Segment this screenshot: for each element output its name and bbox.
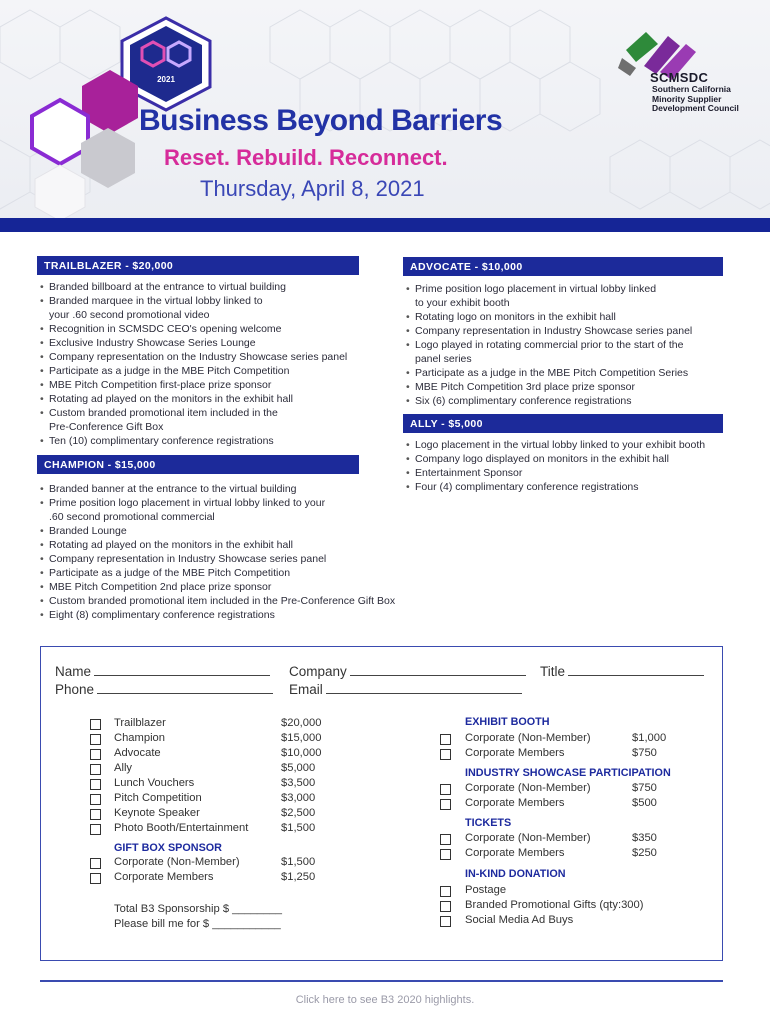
benefit-item: • Four (4) complimentary conference registrations [406,480,746,494]
title-label: Title [540,664,566,679]
industry-showcase-heading: INDUSTRY SHOWCASE PARTICIPATION [465,767,671,779]
benefit-item: • Recognition in SCMSDC CEO's opening welcome [40,322,380,336]
option-label: Ally [114,762,133,774]
header-divider [0,218,770,232]
option-label: Keynote Speaker [114,807,200,819]
option-label: Corporate (Non-Member) [465,732,591,744]
option-label: Trailblazer [114,717,166,729]
org-name-line: Minority Supplier [652,93,722,104]
option-label: Photo Booth/Entertainment [114,822,249,834]
option-checkbox[interactable] [90,873,101,884]
option-price: $350 [632,832,657,844]
name-label: Name [55,664,92,679]
trailblazer-heading: TRAILBLAZER - $20,000 [37,256,359,275]
bottom-divider [40,980,723,982]
benefit-item: • Logo played in rotating commercial prior to the start of the panel series [406,338,736,366]
org-abbreviation: SCMSDC [650,70,709,85]
email-label: Email [289,682,323,697]
option-price: $1,250 [281,871,316,883]
option-price: $15,000 [281,732,322,744]
option-price: $5,000 [281,762,316,774]
option-row[interactable] [90,822,350,837]
total-sponsorship-field[interactable]: Total B3 Sponsorship $ ________ [114,903,282,915]
benefit-item: • MBE Pitch Competition 3rd place prize sponsor [406,380,736,394]
option-label: Champion [114,732,165,744]
champion-benefits [40,482,440,622]
option-checkbox[interactable] [90,749,101,760]
company-label: Company [289,664,347,679]
benefit-item: • Prime position logo placement in virtual lobby linked to your exhibit booth [406,282,736,310]
exhibit-booth-heading: EXHIBIT BOOTH [465,716,550,728]
option-row[interactable] [90,856,350,871]
option-label: Corporate Members [114,871,214,883]
option-label: Social Media Ad Buys [465,914,574,926]
benefit-item: • Rotating logo on monitors in the exhibit hall [406,310,736,324]
option-label: Advocate [114,747,161,759]
benefit-item: • Ten (10) complimentary conference registrations [40,434,380,448]
option-label: Corporate Members [465,797,565,809]
gift-box-options [90,856,350,886]
benefit-item: • Branded billboard at the entrance to virtual building [40,280,380,294]
benefit-item: • Participate as a judge of the MBE Pitch Competition [40,566,440,580]
champion-heading: CHAMPION - $15,000 [37,455,359,474]
benefit-item: • Participate as a judge in the MBE Pitch Competition [40,364,380,378]
event-date: Thursday, April 8, 2021 [200,176,425,201]
option-checkbox[interactable] [440,916,451,927]
tickets-heading: TICKETS [465,817,512,829]
gift-box-heading: GIFT BOX SPONSOR [114,842,222,854]
option-label: Branded Promotional Gifts (qty:300) [465,899,644,911]
event-title: Business Beyond Barriers [139,104,503,137]
company-field[interactable] [289,664,526,679]
option-price: $20,000 [281,717,322,729]
benefit-item: • Branded marquee in the virtual lobby linked to your .60 second promotional video [40,294,380,322]
email-field[interactable] [289,682,522,697]
exhibit-booth-options [440,732,700,762]
option-row[interactable] [440,732,700,747]
option-price: $750 [632,747,657,759]
benefit-item: • Custom branded promotional item included in the Pre-Conference Gift Box [40,594,440,608]
option-checkbox[interactable] [440,849,451,860]
name-field[interactable] [55,664,270,679]
benefit-item: • Company representation in Industry Showcase series panel [40,552,440,566]
tickets-options [440,832,700,862]
benefit-item: • Company logo displayed on monitors in the exhibit hall [406,452,746,466]
option-checkbox[interactable] [440,886,451,897]
option-label: Corporate (Non-Member) [114,856,240,868]
option-price: $2,500 [281,807,316,819]
advocate-heading: ADVOCATE - $10,000 [403,257,723,276]
benefit-item: • Entertainment Sponsor [406,466,746,480]
option-label: Corporate Members [465,847,565,859]
option-row[interactable] [90,792,350,807]
option-row[interactable] [90,732,350,747]
option-row[interactable] [440,914,700,929]
benefit-item: • Six (6) complimentary conference registrations [406,394,736,408]
option-label: Lunch Vouchers [114,777,195,789]
benefit-item: • Branded Lounge [40,524,440,538]
option-row[interactable] [90,777,350,792]
option-price: $250 [632,847,657,859]
option-checkbox[interactable] [90,858,101,869]
option-row[interactable] [440,847,700,862]
option-price: $3,500 [281,777,316,789]
bill-me-field[interactable]: Please bill me for $ ___________ [114,918,281,930]
event-tagline: Reset. Rebuild. Reconnect. [164,145,448,170]
option-row[interactable] [440,747,700,762]
option-checkbox[interactable] [90,824,101,835]
benefit-item: • Eight (8) complimentary conference registrations [40,608,440,622]
option-row[interactable] [90,717,350,732]
option-checkbox[interactable] [440,799,451,810]
option-checkbox[interactable] [440,834,451,845]
option-row[interactable] [440,884,700,899]
option-price: $750 [632,782,657,794]
option-row[interactable] [440,782,700,797]
highlights-link[interactable]: Click here to see B3 2020 highlights. [295,994,475,1006]
benefit-item: • Company representation in Industry Showcase series panel [406,324,736,338]
advocate-benefits [406,282,736,408]
benefit-item: • Exclusive Industry Showcase Series Lounge [40,336,380,350]
benefit-item: • Participate as a judge in the MBE Pitch Competition Series [406,366,736,380]
option-row[interactable] [440,899,700,914]
option-checkbox[interactable] [90,734,101,745]
phone-label: Phone [55,682,95,697]
benefit-item: • Branded banner at the entrance to the virtual building [40,482,440,496]
option-checkbox[interactable] [440,901,451,912]
option-label: Pitch Competition [114,792,202,804]
org-name-line: Southern California [652,84,731,94]
badge-year: 2021 [157,75,175,84]
option-label: Postage [465,884,507,896]
header-banner [0,0,770,228]
option-price: $1,000 [632,732,667,744]
option-checkbox[interactable] [440,734,451,745]
option-checkbox[interactable] [90,809,101,820]
option-price: $3,000 [281,792,316,804]
option-checkbox[interactable] [440,784,451,795]
ally-heading: ALLY - $5,000 [403,414,723,433]
option-price: $500 [632,797,657,809]
in-kind-heading: IN-KIND DONATION [465,868,566,880]
ally-benefits [406,438,746,494]
option-row[interactable] [440,797,700,812]
option-price: $1,500 [281,822,316,834]
option-checkbox[interactable] [90,779,101,790]
benefit-item: • Custom branded promotional item included in the Pre-Conference Gift Box [40,406,380,434]
trailblazer-benefits [40,280,380,448]
org-full-name [652,85,762,114]
sponsorship-options [90,717,350,837]
benefit-item: • Prime position logo placement in virtual lobby linked to your .60 second promotional commercial [40,496,440,524]
option-row[interactable] [440,832,700,847]
benefit-item: • Logo placement in the virtual lobby linked to your exhibit booth [406,438,746,452]
option-row[interactable] [90,762,350,777]
title-field[interactable] [540,664,704,679]
option-label: Corporate Members [465,747,565,759]
option-price: $10,000 [281,747,322,759]
option-checkbox[interactable] [90,719,101,730]
phone-field[interactable] [55,682,273,697]
option-checkbox[interactable] [90,794,101,805]
option-row[interactable] [90,807,350,822]
benefit-item: • Rotating ad played on the monitors in the exhibit hall [40,538,440,552]
option-label: Corporate (Non-Member) [465,782,591,794]
option-checkbox[interactable] [440,749,451,760]
industry-showcase-options [440,782,700,812]
option-row[interactable] [90,871,350,886]
benefit-item: • MBE Pitch Competition first-place prize sponsor [40,378,380,392]
benefit-item: • Company representation on the Industry Showcase series panel [40,350,380,364]
option-row[interactable] [90,747,350,762]
benefit-item: • Rotating ad played on the monitors in the exhibit hall [40,392,380,406]
benefit-item: • MBE Pitch Competition 2nd place prize sponsor [40,580,440,594]
option-checkbox[interactable] [90,764,101,775]
option-price: $1,500 [281,856,316,868]
org-name-line: Development Council [652,103,739,114]
in-kind-options [440,884,700,929]
option-label: Corporate (Non-Member) [465,832,591,844]
